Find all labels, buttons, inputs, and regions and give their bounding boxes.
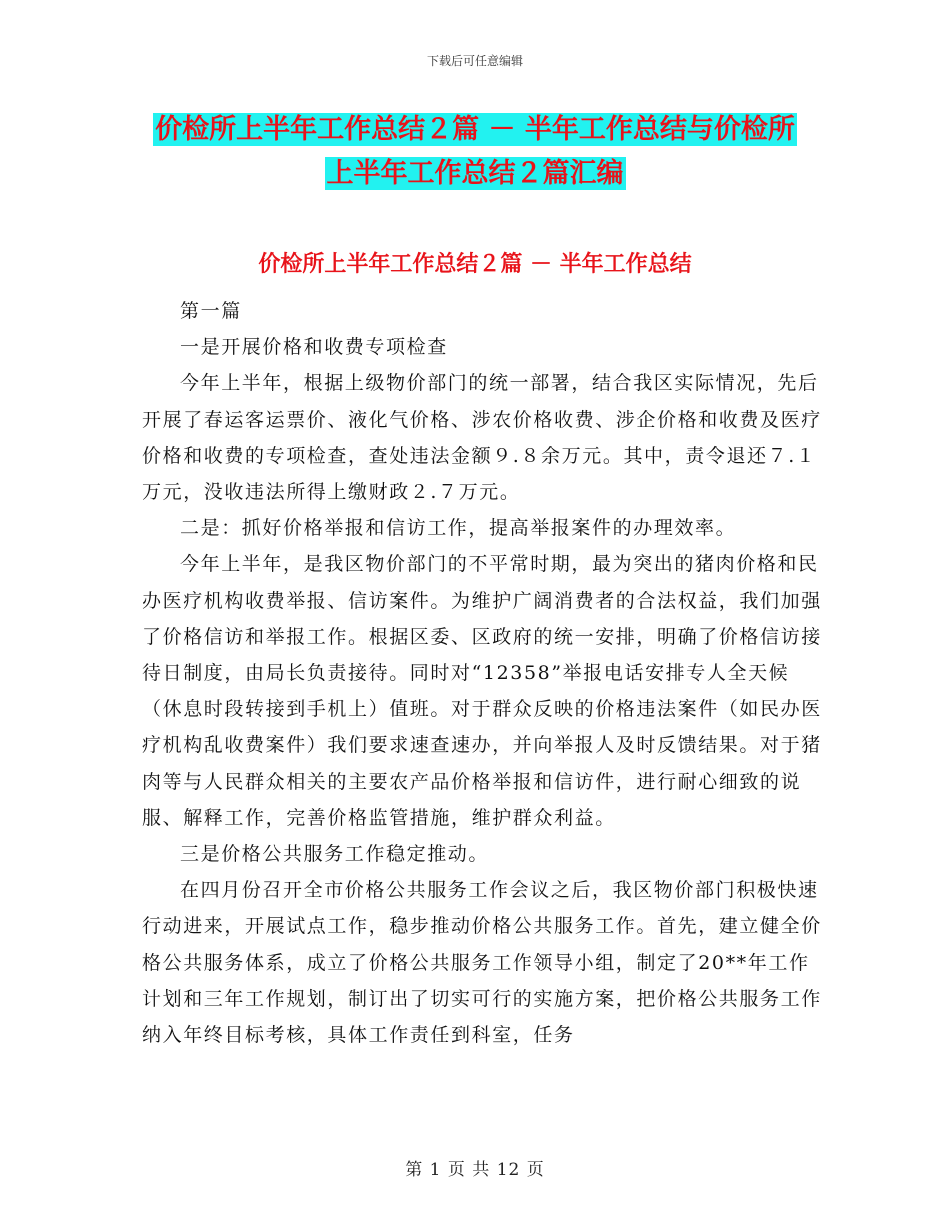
paragraph: 今年上半年，根据上级物价部门的统一部署，结合我区实际情况，先后开展了春运客运票价、液化气价格、涉农价格收费、涉企价格和收费及医疗价格和收费的专项检查，查处违法金额９.８余万元。其中，责令退还７.１万元，没收违法所得上缴财政２.７万元。 xyxy=(142,372,822,504)
title-line-2: 上半年工作总结２篇汇编 xyxy=(326,158,624,189)
section-title: 价检所上半年工作总结２篇 － 半年工作总结 xyxy=(258,251,692,277)
paragraph-heading: 一是开展价格和收费专项检查 xyxy=(180,336,448,359)
document-title xyxy=(0,108,950,196)
title-line-1: 价检所上半年工作总结２篇 － 半年工作总结与价检所 xyxy=(155,114,795,145)
paragraph: 在四月份召开全市价格公共服务工作会议之后，我区物价部门积极快速行动进来，开展试点工作，稳步推动价格公共服务工作。首先，建立健全价格公共服务体系，成立了价格公共服务工作领导小组，制定了20**年工作计划和三年工作规划，制订出了切实可行的实施方案，把价格公共服务工作纳入年终目标考核，具体工作责任到科室，任务 xyxy=(142,879,822,1047)
paragraph-heading: 二是：抓好价格举报和信访工作，提高举报案件的办理效率。 xyxy=(180,517,737,540)
paragraph-heading: 第一篇 xyxy=(180,300,242,322)
paragraph-heading: 三是价格公共服务工作稳定推动。 xyxy=(180,843,490,866)
page-footer: 第 1 页 共 12 页 xyxy=(405,1160,545,1180)
paragraph: 今年上半年，是我区物价部门的不平常时期，最为突出的猪肉价格和民办医疗机构收费举报、信访案件。为维护广阔消费者的合法权益，我们加强了价格信访和举报工作。根据区委、区政府的统一安排，明确了价格信访接待日制度，由局长负责接待。同时对“12358”举报电话安排专人全天候（休息时段转接到手机上）值班。对于群众反映的价格违法案件（如民办医疗机构乱收费案件）我们要求速查速办，并向举报人及时反馈结果。对于猪肉等与人民群众相关的主要农产品价格举报和信访件，进行耐心细致的说服、解释工作，完善价格监管措施，维护群众利益。 xyxy=(142,553,822,829)
document-body xyxy=(142,293,822,1053)
header-note: 下载后可任意编辑 xyxy=(426,54,523,68)
